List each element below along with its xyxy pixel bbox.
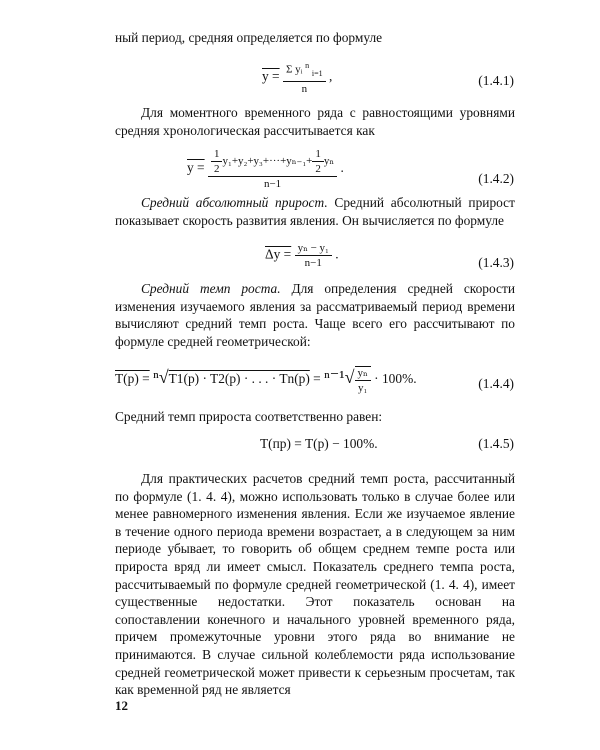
continuation-line: ный период, средняя определяется по формуле — [115, 30, 383, 45]
formula-lhs: y = — [187, 160, 205, 176]
formula-1-4-3 — [265, 242, 339, 269]
formula-numerator — [208, 148, 337, 177]
term-italic: Средний абсолютный прирост. — [141, 195, 328, 210]
formula-lhs: Δy = — [265, 246, 292, 262]
middle-terms: +y₂+y₃+···+yₙ₋₁+ — [231, 155, 313, 168]
formula-numerator: yₙ − y₁ — [295, 242, 332, 256]
half-num: 1 — [312, 148, 324, 162]
half-fraction — [312, 148, 324, 175]
formula-1-4-1 — [262, 60, 332, 95]
formula-numerator — [283, 60, 326, 82]
formula-1-4-5: T(пр) = T(р) − 100%. — [260, 436, 378, 451]
paragraph-rate-increase: Средний темп прироста соответственно равен: — [115, 409, 383, 424]
ratio-fraction — [355, 366, 371, 394]
paragraph-practical: Для практических расчетов средний темп роста, рассчитанный по формуле (1. 4. 4), можно использовать только в случае более или менее равномерного изменения явления. Если же изучаемое явление в течение одного периода времени возрастает, а в следующем за ним периоде убывает, то говорить об общем среднем темпе роста или прироста вряд ли имеет смысл. Показатель среднего темпа роста, рассчитываемый по формуле средней геометрической (1. 4. 4), имеет существенные недостатки. Этот показатель основан на сопоставлении конечного и начального уровней временного ряда, причем промежуточные уровни этого ряда во внимание не принимаются. В случае сильной колеблемости ряда использование средней геометрической может привести к серьезным просчетам, так как временной ряд не является — [115, 471, 515, 698]
formula-lhs: y = — [262, 68, 280, 84]
term-italic: Средний темп роста. — [141, 281, 281, 296]
formula-fraction — [295, 242, 332, 269]
paragraph-growth-rate — [115, 280, 515, 350]
half-den: 2 — [315, 163, 321, 175]
radicand: T1(р) · T2(р) · . . . · Tn(р) — [168, 371, 310, 387]
formula-tail: . — [340, 160, 344, 176]
term-y1: y₁ — [222, 155, 232, 168]
paragraph-moment-series: Для моментного временного ряда с равностоящими уровнями средняя хронологическая рассчитывается как — [115, 105, 515, 138]
equation-number: (1.4.2) — [478, 171, 514, 186]
formula-denominator: n−1 — [263, 178, 282, 190]
half-den: 2 — [213, 163, 220, 175]
formula-tail: · 100%. — [374, 371, 417, 387]
formula-fraction — [283, 60, 326, 95]
ratio-den: y₁ — [358, 382, 368, 394]
paragraph-text: Для определения средней скорости изменения изучаемого явления за рассматриваемый период времени вычисляют средний темп роста. Чаще всего его рассчитывают по формуле средней геометрической: — [115, 281, 515, 349]
equation-number: (1.4.1) — [478, 73, 514, 88]
root-sign: ⁿ√ — [153, 367, 169, 388]
sum-lower: i=1 — [311, 68, 323, 78]
formula-denominator: n−1 — [304, 257, 322, 269]
formula-tail: , — [329, 68, 333, 84]
half-num: 1 — [211, 148, 223, 162]
formula-fraction — [208, 148, 337, 190]
sum-expression: Σ yᵢ — [285, 63, 303, 76]
ratio-num: yₙ — [355, 367, 371, 381]
formula-lhs: T(р) = — [115, 371, 150, 387]
sum-upper: n — [305, 61, 310, 70]
equals-sign: = — [313, 371, 321, 387]
paragraph-absolute-increase — [115, 194, 515, 229]
equation-number: (1.4.4) — [478, 376, 514, 391]
formula-denominator: n — [301, 82, 308, 95]
formula-tail: . — [335, 246, 339, 262]
term-yn: yₙ — [323, 155, 335, 168]
page-number: 12 — [115, 698, 128, 713]
equation-number: (1.4.5) — [478, 436, 514, 451]
half-fraction — [211, 148, 223, 175]
formula-1-4-4 — [115, 366, 417, 394]
formula-1-4-2 — [187, 148, 344, 190]
root-sign: ⁿ⁻¹√ — [324, 367, 355, 388]
equation-number: (1.4.3) — [478, 255, 514, 270]
paragraph-text: Средний абсолютный прирост показывает скорость развития явления. Он вычисляется по формуле — [115, 195, 515, 228]
